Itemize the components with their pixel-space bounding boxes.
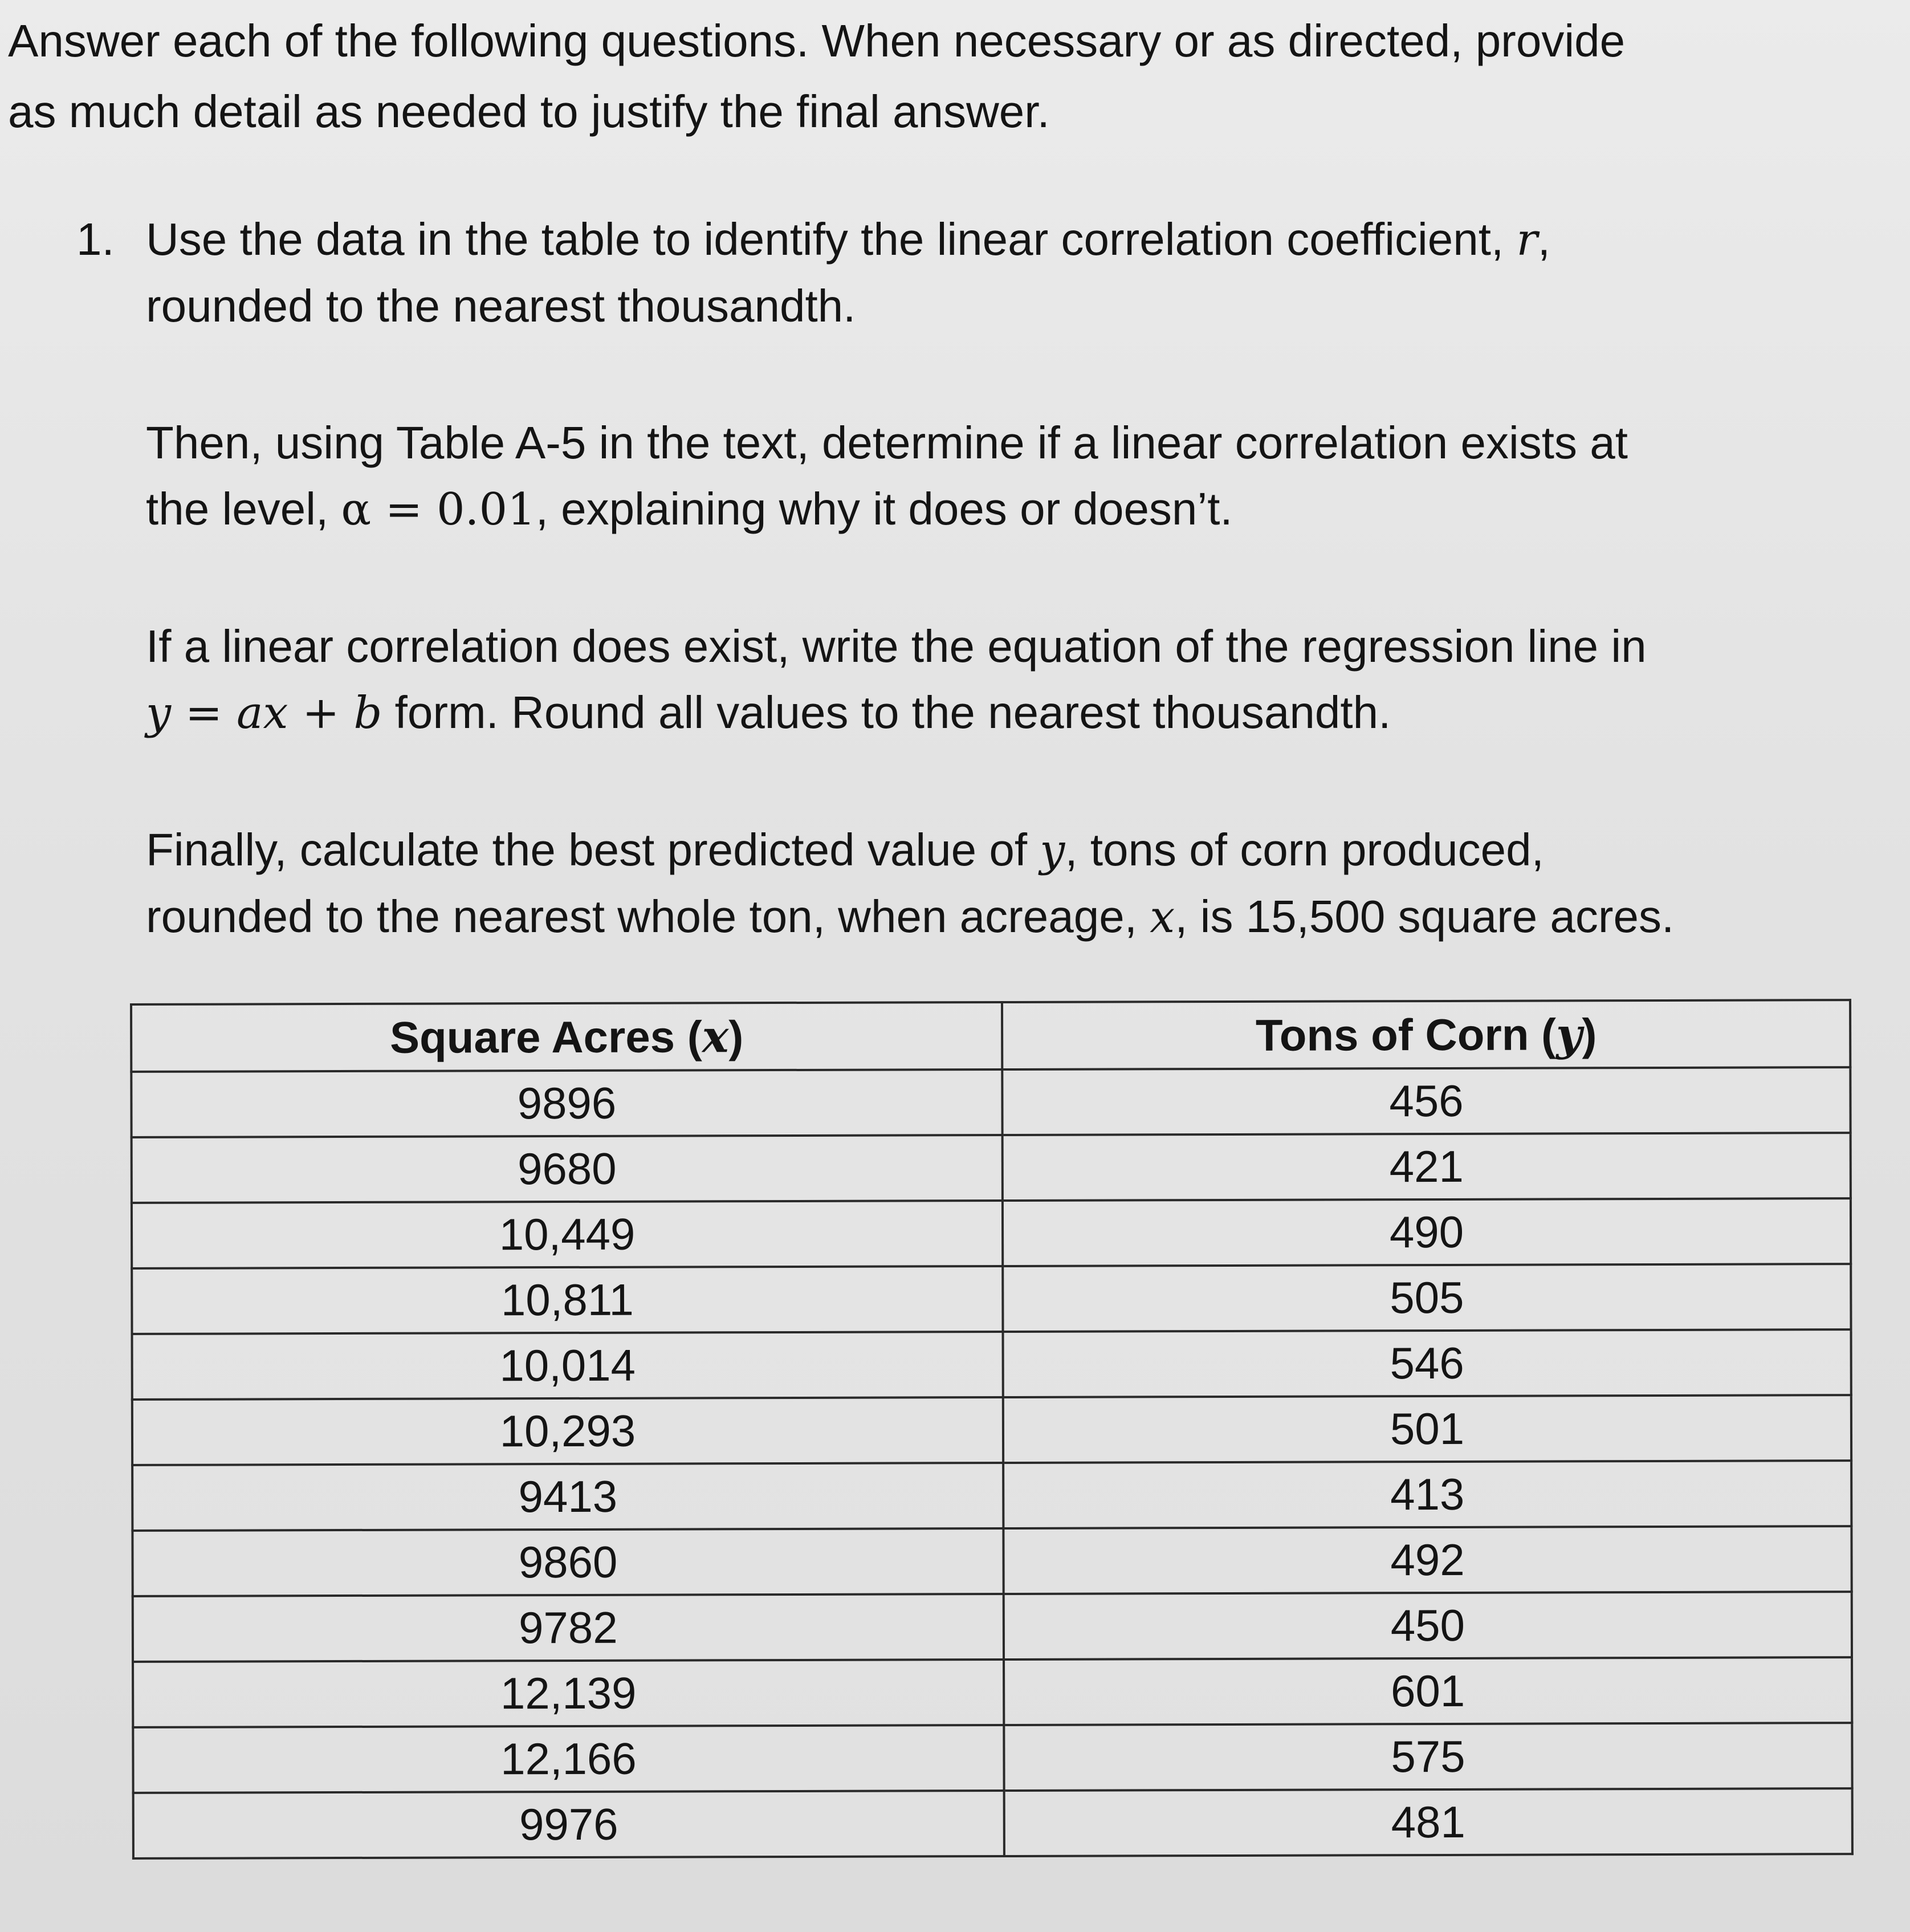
question-paragraph-significance (146, 410, 1884, 543)
q-text: Then, using Table A-5 in the text, determine if a linear correlation exists at (146, 417, 1628, 468)
table-row (131, 1067, 1850, 1137)
q-text: , tons of corn produced, (1065, 824, 1544, 875)
q-text: If a linear correlation does exist, write the equation of the regression line in (146, 621, 1647, 672)
q-text: the level, (146, 483, 341, 534)
cell-tons: 481 (1004, 1788, 1852, 1856)
table-row (132, 1395, 1851, 1465)
cell-acres: 10,449 (132, 1201, 1003, 1268)
cell-tons: 505 (1003, 1264, 1851, 1332)
q-text: rounded to the nearest thousandth. (146, 280, 856, 331)
cell-tons: 421 (1003, 1133, 1851, 1201)
q-text: , explaining why it does or doesn’t. (535, 483, 1233, 534)
instructions-line-2: as much detail as needed to justify the final answer. (8, 86, 1050, 137)
var-y: y (1040, 825, 1065, 876)
cell-tons: 546 (1003, 1329, 1851, 1397)
table-header-row (131, 1000, 1850, 1072)
cell-acres: 9782 (133, 1594, 1004, 1662)
table-row (133, 1788, 1852, 1858)
cell-acres: 10,014 (132, 1332, 1003, 1400)
cell-acres: 9413 (132, 1463, 1003, 1531)
cell-tons: 450 (1004, 1592, 1852, 1660)
q-text: form. Round all values to the nearest thousandth. (382, 687, 1391, 738)
cell-acres: 12,139 (133, 1660, 1004, 1727)
instructions-line-1: Answer each of the following questions. When necessary or as directed, provide (8, 15, 1626, 66)
cell-tons: 492 (1003, 1526, 1851, 1594)
q-text: , is 15,500 square acres. (1175, 891, 1675, 942)
cell-tons: 413 (1003, 1461, 1851, 1528)
alpha-level: α = 0.01 (341, 484, 536, 535)
question-paragraph-correlation (146, 206, 1884, 339)
q-text: Use the data in the table to identify the linear correlation coefficient, (146, 214, 1517, 265)
data-table (130, 999, 1854, 1860)
instructions (8, 6, 1866, 147)
q-text: , (1537, 214, 1550, 265)
table-row (133, 1657, 1852, 1727)
cell-acres: 12,166 (133, 1725, 1004, 1793)
cell-tons: 490 (1003, 1198, 1851, 1266)
table-row (132, 1133, 1851, 1203)
table-row (132, 1264, 1851, 1334)
cell-acres: 9896 (131, 1069, 1002, 1137)
header-tons-of-corn: Tons of Corn (y) (1002, 1000, 1850, 1069)
cell-acres: 10,293 (132, 1397, 1003, 1465)
cell-acres: 9680 (132, 1135, 1003, 1203)
question-paragraph-regression (146, 613, 1884, 746)
cell-acres: 9976 (133, 1791, 1004, 1858)
cell-tons: 601 (1004, 1657, 1852, 1725)
table-row (133, 1723, 1852, 1793)
q-text: rounded to the nearest whole ton, when acreage, (146, 891, 1150, 942)
cell-acres: 10,811 (132, 1266, 1003, 1334)
q-text: Finally, calculate the best predicted value of (146, 824, 1040, 875)
header-square-acres: Square Acres (x) (131, 1002, 1002, 1072)
cell-tons: 501 (1003, 1395, 1851, 1463)
table-row (133, 1592, 1852, 1662)
question-number: 1. (76, 214, 115, 265)
table-row (132, 1461, 1851, 1531)
regression-equation: y = ax + b (146, 688, 382, 739)
question-1 (146, 206, 1884, 1021)
table-row (132, 1329, 1851, 1400)
table-row (132, 1198, 1851, 1268)
cell-acres: 9860 (132, 1528, 1003, 1596)
var-x: x (1150, 892, 1175, 943)
cell-tons: 456 (1002, 1067, 1850, 1135)
var-r: r (1516, 214, 1538, 266)
cell-tons: 575 (1004, 1723, 1852, 1791)
table-row (132, 1526, 1851, 1596)
question-paragraph-prediction (146, 817, 1884, 950)
